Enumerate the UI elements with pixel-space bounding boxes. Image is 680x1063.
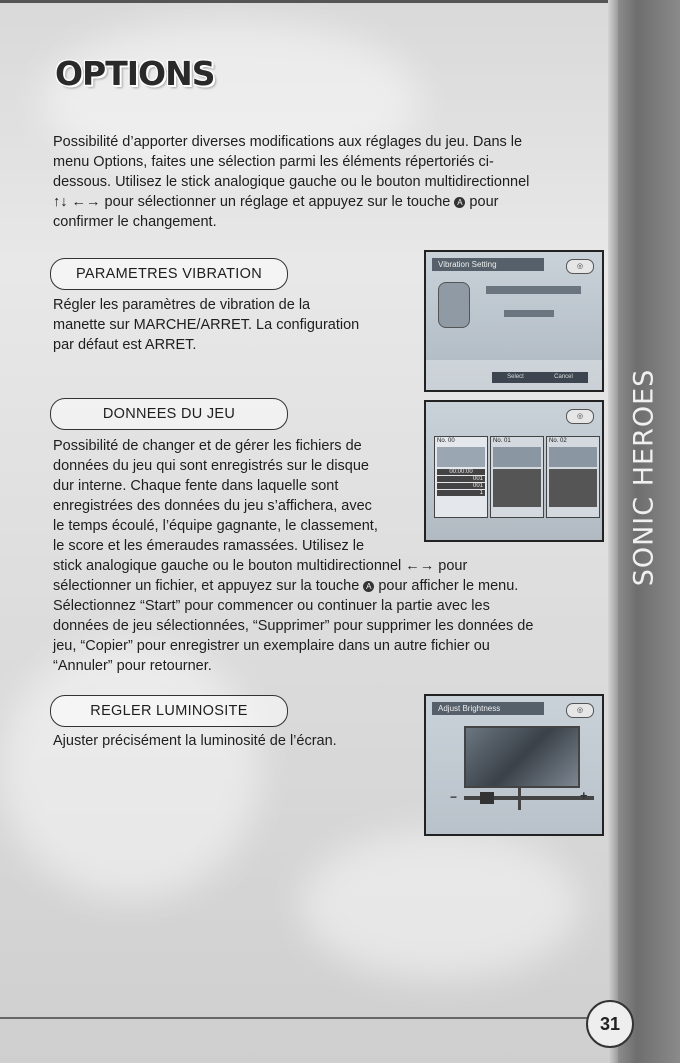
page-number: 31 — [586, 1000, 634, 1048]
hand-icon — [438, 282, 470, 328]
donnees-paragraph: Possibilité de changer et de gérer les fichiers de données du jeu qui sont enregistrés sur le disque dur interne. Chaque fente dans laquelle sont enregistrées des données du jeu s’affichera, avec le temps écoulé, l’équipe gagnante, le classement, le score et les émeraudes ramassées. Utilisez le stick analogique gauche ou le bouton multidirectionnel ←→ pour sélectionner un fichier, et appuyez sur la touche A pour afficher le menu. Sélectionnez “Start” pour commencer ou continuer la partie avec les données de jeu sélectionnées, “Supprimer” pour supprimer les données de jeu, “Copier” pour enregistrer un exemplaire dans un autre fichier ou “Annuler” pour retourner. — [53, 438, 534, 674]
controller-badge-icon: ◎ — [566, 409, 594, 424]
direction-arrows-icon: ↑↓ ←→ — [53, 194, 101, 210]
save-data-screenshot: ◎ No. 00 00:00:00 001 001 1 No. 01 No. 02 — [424, 400, 604, 542]
page-title: OPTIONS — [55, 54, 215, 93]
brightness-preview-image — [464, 726, 580, 788]
brightness-screenshot: Adjust Brightness ◎ − + — [424, 694, 604, 836]
controller-badge-icon: ◎ — [566, 259, 594, 274]
controller-badge-icon: ◎ — [566, 703, 594, 718]
left-right-arrows-icon: ←→ — [405, 558, 435, 574]
bottom-rule — [0, 1017, 608, 1019]
section-heading-luminosite: REGLER LUMINOSITE — [50, 695, 288, 727]
vibration-paragraph: Régler les paramètres de vibration de la manette sur MARCHE/ARRET. La configuration par défaut est ARRET. — [53, 297, 360, 353]
a-button-icon: A — [454, 197, 465, 208]
vibration-screenshot: Vibration Setting ◎ Select Cancel — [424, 250, 604, 392]
luminosite-paragraph: Ajuster précisément la luminosité de l’écran. — [53, 733, 337, 749]
section-heading-donnees: DONNEES DU JEU — [50, 398, 288, 430]
section-heading-vibration: PARAMETRES VIBRATION — [50, 258, 288, 290]
intro-paragraph: Possibilité d’apporter diverses modifications aux réglages du jeu. Dans le menu Options, faites une sélection parmi les éléments répertoriés ci- dessous. Utilisez le stick analogique gauche ou le bouton multidirectionnel ↑↓ ←→ pour sélectionner un réglage et appuyez sur le touche A pour confirmer le changement. — [53, 134, 530, 230]
a-button-icon: A — [363, 581, 374, 592]
side-title: SONIC HEROES — [628, 368, 660, 586]
top-rule — [0, 0, 608, 3]
